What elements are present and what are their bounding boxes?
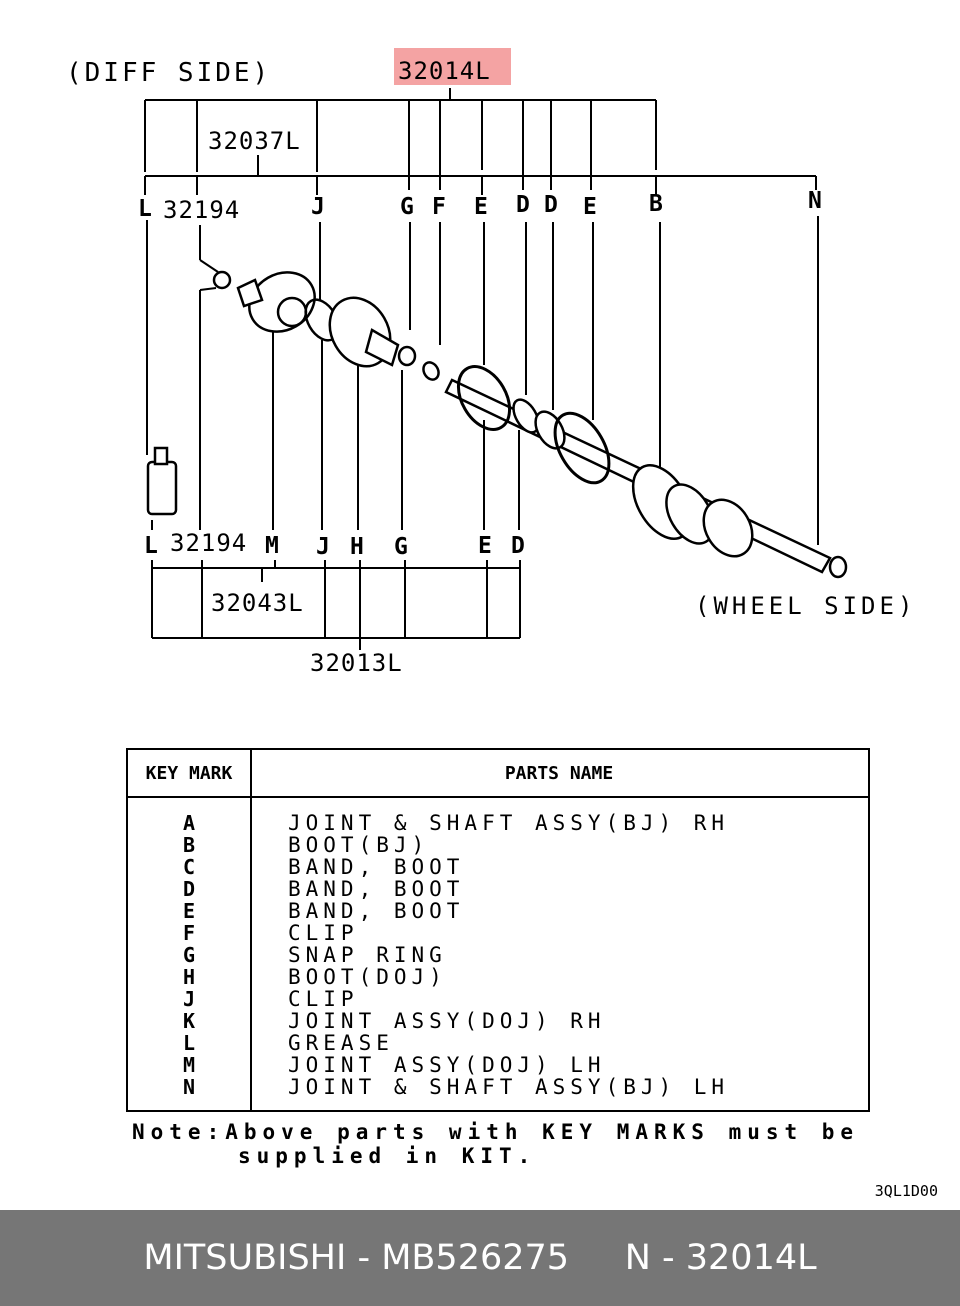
key-mark: K <box>182 1009 196 1033</box>
doj-joint-cup <box>278 298 306 326</box>
table-row <box>128 856 868 878</box>
table-row <box>128 1076 868 1098</box>
drawing-code: 3QL1D00 <box>874 1182 938 1200</box>
wheel-side-label: (WHEEL SIDE) <box>695 592 917 620</box>
part-32037[interactable]: 32037L <box>208 127 301 155</box>
table-header-parts-name: PARTS NAME <box>504 762 614 784</box>
grease-tube-cap <box>155 448 167 464</box>
key-mark: N <box>182 1075 196 1099</box>
key-mark: A <box>182 811 196 835</box>
key-mark: J <box>182 987 196 1011</box>
key-mark: D <box>182 877 196 901</box>
callout-j-top: J <box>311 194 325 220</box>
table-row <box>128 1010 868 1032</box>
footer-callout: N <box>624 1238 651 1278</box>
callout-j-bottom: J <box>316 534 330 560</box>
callout-g-bottom: G <box>394 534 408 560</box>
part-32043[interactable]: 32043L <box>211 589 304 617</box>
table-header-key-mark: KEY MARK <box>128 750 252 796</box>
key-mark: G <box>182 943 196 967</box>
table-row <box>128 878 868 900</box>
highlighted-part-number[interactable]: 32014L <box>398 57 491 85</box>
key-mark: E <box>182 899 196 923</box>
part-name: SNAP RING <box>288 943 447 967</box>
part-name: BOOT(BJ) <box>288 833 430 857</box>
shaft-end <box>830 557 846 577</box>
callout-d2-top: D <box>544 192 558 218</box>
footer-brand: MITSUBISHI <box>143 1238 347 1278</box>
table-row <box>128 1054 868 1076</box>
callout-f-top: F <box>432 194 446 220</box>
footer-gap <box>569 1238 625 1278</box>
table-row <box>128 922 868 944</box>
part-32013[interactable]: 32013L <box>310 649 403 677</box>
note-line-2: supplied in KIT. <box>238 1144 537 1168</box>
table-row <box>128 944 868 966</box>
note-line-1: Note:Above parts with KEY MARKS must be <box>132 1120 860 1144</box>
key-mark: C <box>182 855 196 879</box>
key-mark: F <box>182 921 196 945</box>
footer-oem-number: MB526275 <box>381 1238 570 1278</box>
key-mark: H <box>182 965 196 989</box>
part-name: BAND, BOOT <box>288 899 465 923</box>
driveshaft-parts <box>148 261 846 577</box>
part-name: JOINT ASSY(DOJ) LH <box>288 1053 606 1077</box>
callout-l-bottom: L <box>144 533 158 559</box>
footer-bar <box>0 1210 960 1306</box>
footer-part-number: 32014L <box>685 1238 817 1278</box>
part-name: JOINT ASSY(DOJ) RH <box>288 1009 606 1033</box>
callout-e2-top: E <box>583 194 597 220</box>
callout-e1-top: E <box>474 194 488 220</box>
callout-b-top: B <box>649 191 663 217</box>
part-name: BAND, BOOT <box>288 877 465 901</box>
callout-m-bottom: M <box>265 533 279 559</box>
part-name: JOINT & SHAFT ASSY(BJ) RH <box>288 811 730 835</box>
top-callouts <box>138 188 822 222</box>
part-32194-top[interactable]: 32194 <box>163 196 241 224</box>
table-row <box>128 988 868 1010</box>
part-32194-bottom[interactable]: 32194 <box>170 529 248 557</box>
clip-f <box>420 360 441 383</box>
clip-32194 <box>214 272 230 288</box>
table-row <box>128 834 868 856</box>
grease-tube <box>148 462 176 514</box>
table-row <box>128 966 868 988</box>
footer-separator: - <box>650 1238 686 1278</box>
callout-d-bottom: D <box>511 533 525 559</box>
part-name: CLIP <box>288 987 359 1011</box>
callout-n-top: N <box>808 188 822 214</box>
part-name: GREASE <box>288 1031 394 1055</box>
table-row <box>128 900 868 922</box>
key-mark: M <box>182 1053 196 1077</box>
part-name: JOINT & SHAFT ASSY(BJ) LH <box>288 1075 730 1099</box>
part-name: CLIP <box>288 921 359 945</box>
parts-table <box>126 748 870 1112</box>
table-row <box>128 1032 868 1054</box>
callout-g-top: G <box>400 194 414 220</box>
diff-side-label: (DIFF SIDE) <box>66 58 272 88</box>
footer-separator: - <box>346 1238 382 1278</box>
callout-e-bottom: E <box>478 533 492 559</box>
table-row <box>128 812 868 834</box>
part-name: BOOT(DOJ) <box>288 965 447 989</box>
snap-ring-g <box>399 347 415 365</box>
callout-d1-top: D <box>516 192 530 218</box>
key-mark: L <box>182 1031 196 1055</box>
callout-l-top: L <box>138 196 152 222</box>
part-name: BAND, BOOT <box>288 855 465 879</box>
table-header-divider <box>128 796 868 798</box>
key-mark: B <box>182 833 196 857</box>
callout-h-bottom: H <box>350 534 364 560</box>
